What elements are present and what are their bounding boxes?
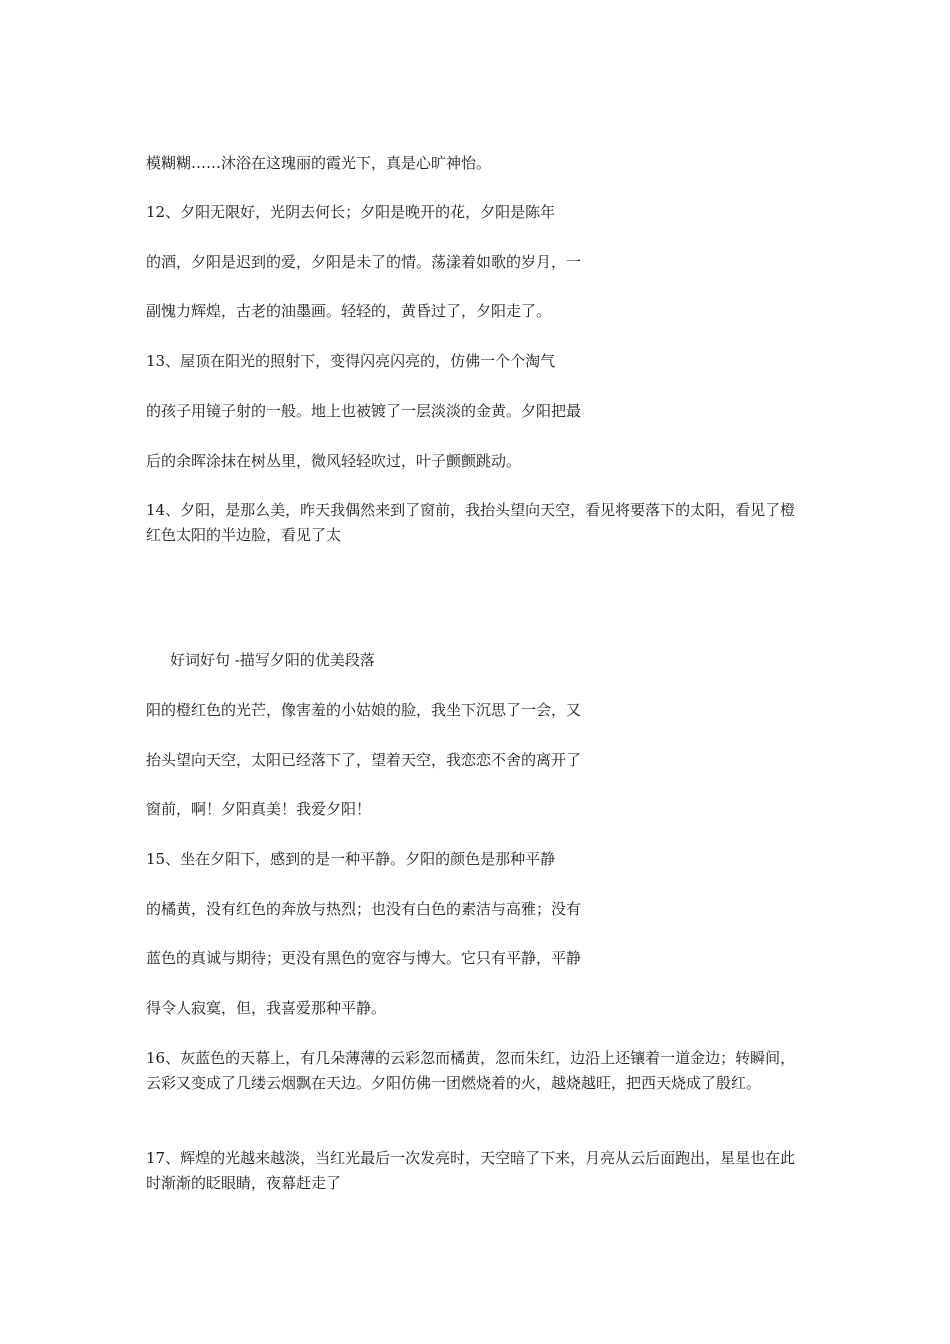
section-heading: 好词好句 -描写夕阳的优美段落 bbox=[170, 651, 375, 669]
paragraph-13-line-2: 的孩子用镜子射的一般。地上也被镀了一层淡淡的金黄。夕阳把最 bbox=[146, 402, 582, 420]
paragraph-14-continued-line-2: 抬头望向天空，太阳已经落下了，望着天空，我恋恋不舍的离开了 bbox=[146, 751, 582, 769]
paragraph-15-line-4: 得令人寂寞，但，我喜爱那种平静。 bbox=[146, 999, 387, 1017]
paragraph-13-line-3: 后的余晖涂抹在树丛里，微风轻轻吹过，叶子颤颤跳动。 bbox=[146, 452, 522, 470]
paragraph-15-line-1: 15、坐在夕阳下，感到的是一种平静。夕阳的颜色是那种平静 bbox=[146, 850, 556, 868]
paragraph-12-line-3: 副愧力辉煌，古老的油墨画。轻轻的，黄昏过了，夕阳走了。 bbox=[146, 302, 552, 320]
paragraph-12-line-2: 的酒，夕阳是迟到的爱，夕阳是未了的情。荡漾着如歌的岁月，一 bbox=[146, 253, 582, 271]
text-line: 模糊糊……沐浴在这瑰丽的霞光下，真是心旷神怡。 bbox=[146, 154, 492, 172]
paragraph-16: 16、灰蓝色的天幕上，有几朵薄薄的云彩忽而橘黄，忽而朱红，边沿上还镶着一道金边；转瞬间，云彩又变成了几缕云烟飘在天边。夕阳仿佛一团燃烧着的火，越烧越旺，把西天烧成了殷红。 bbox=[146, 1049, 796, 1092]
paragraph-14: 14、夕阳，是那么美，昨天我偶然来到了窗前，我抬头望向天空，看见将要落下的太阳，看见了橙红色太阳的半边脸，看见了太 bbox=[146, 501, 796, 544]
paragraph-17: 17、辉煌的光越来越淡，当红光最后一次发亮时，天空暗了下来，月亮从云后面跑出，星星也在此时渐渐的眨眼睛，夜幕赶走了 bbox=[146, 1149, 796, 1192]
paragraph-15-line-2: 的橘黄，没有红色的奔放与热烈；也没有白色的素洁与高雅；没有 bbox=[146, 900, 582, 918]
paragraph-14-continued-line-1: 阳的橙红色的光芒，像害羞的小姑娘的脸，我坐下沉思了一会，又 bbox=[146, 701, 582, 719]
paragraph-13-line-1: 13、屋顶在阳光的照射下，变得闪亮闪亮的，仿佛一个个淘气 bbox=[146, 352, 556, 370]
paragraph-14-continued-line-3: 窗前，啊！夕阳真美！我爱夕阳！ bbox=[146, 800, 372, 818]
paragraph-15-line-3: 蓝色的真诚与期待；更没有黑色的宽容与博大。它只有平静，平静 bbox=[146, 949, 582, 967]
paragraph-12-line-1: 12、夕阳无限好，光阴去何长；夕阳是晚开的花，夕阳是陈年 bbox=[146, 203, 556, 221]
